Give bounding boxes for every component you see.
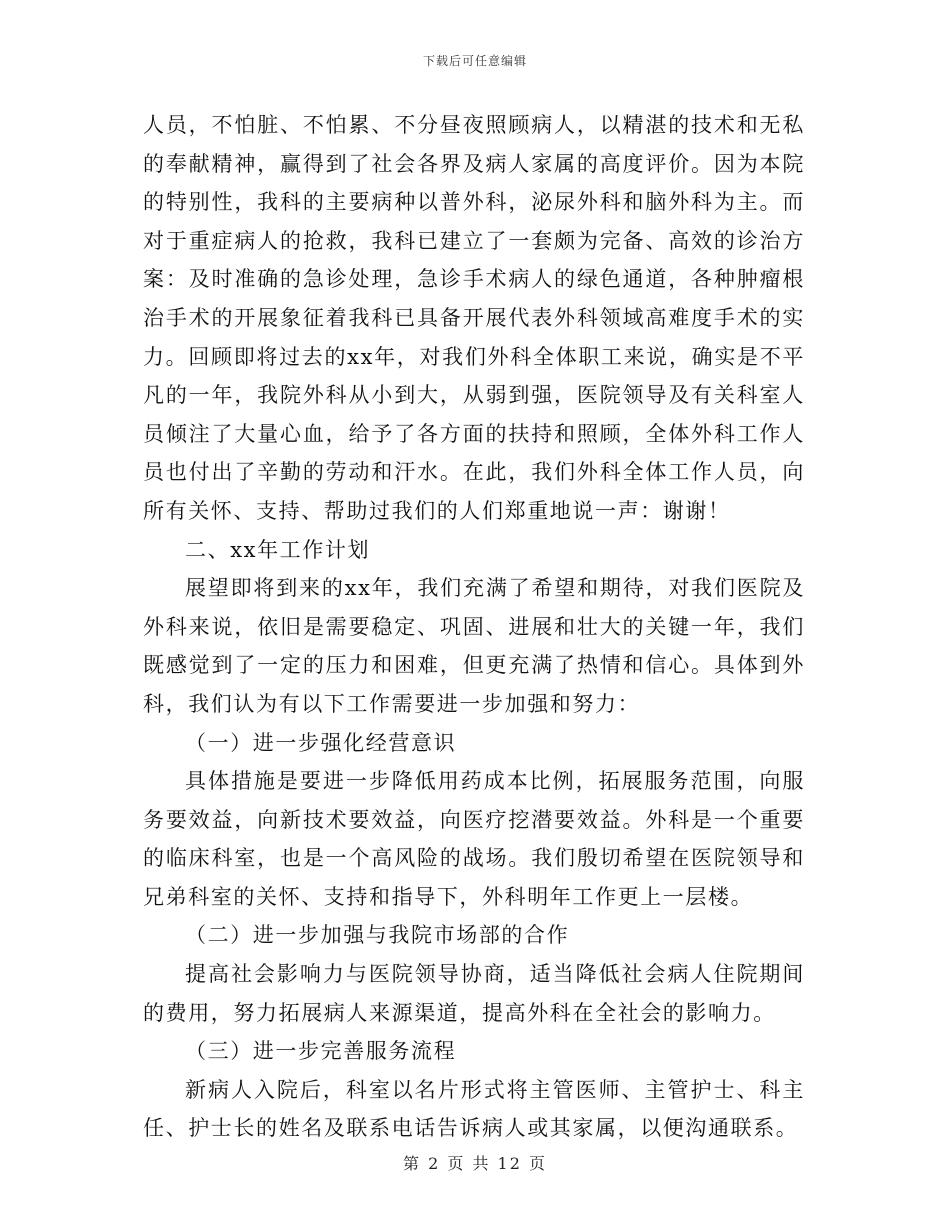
paragraph-influence: 提高社会影响力与医院领导协商，适当降低社会病人住院期间的费用，努力拓展病人来源渠道，提高外科在全社会的影响力。 bbox=[143, 962, 805, 1025]
paragraph-outlook: 展望即将到来的xx年，我们充满了希望和期待，对我们医院及外科来说，依旧是需要稳定、巩固、进展和壮大的关键一年，我们既感觉到了一定的压力和困难，但更充满了热情和信心。具体到外科，我们认为有以下工作需要进一步加强和努力： bbox=[143, 576, 805, 716]
section-heading: 二、xx年工作计划 bbox=[185, 537, 371, 562]
paragraph-service: 新病人入院后，科室以名片形式将主管医师、主管护士、科主任、护士长的姓名及联系电话告诉病人或其家属，以便沟通联系。 bbox=[143, 1077, 805, 1141]
subheading-2: （二）进一步加强与我院市场部的合作 bbox=[185, 923, 570, 948]
document-body bbox=[143, 106, 805, 1148]
subheading-3: （三）进一步完善服务流程 bbox=[185, 1039, 457, 1064]
paragraph-continuation: 人员，不怕脏、不怕累、不分昼夜照顾病人，以精湛的技术和无私的奉献精神，赢得到了社会各界及病人家属的高度评价。因为本院的特别性，我科的主要病种以普外科，泌尿外科和脑外科为主。而对于重症病人的抢救，我科已建立了一套颇为完备、高效的诊治方案：及时准确的急诊处理，急诊手术病人的绿色通道，各种肿瘤根治手术的开展象征着我科已具备开展代表外科领域高难度手术的实力。回顾即将过去的xx年，对我们外科全体职工来说，确实是不平凡的一年，我院外科从小到大，从弱到强，医院领导及有关科室人员倾注了大量心血，给予了各方面的扶持和照顾，全体外科工作人员也付出了辛勤的劳动和汗水。在此，我们外科全体工作人员，向所有关怀、支持、帮助过我们的人们郑重地说一声：谢谢！ bbox=[143, 113, 805, 523]
paragraph-measures: 具体措施是要进一步降低用药成本比例，拓展服务范围，向服务要效益，向新技术要效益，向医疗挖潜要效益。外科是一个重要的临床科室，也是一个高风险的战场。我们殷切希望在医院领导和兄弟科室的关怀、支持和指导下，外科明年工作更上一层楼。 bbox=[143, 769, 805, 909]
page-header: 下载后可任意编辑 bbox=[422, 54, 527, 68]
page-footer: 第 2 页 共 12 页 bbox=[403, 1154, 547, 1173]
subheading-1: （一）进一步强化经营意识 bbox=[185, 730, 457, 755]
